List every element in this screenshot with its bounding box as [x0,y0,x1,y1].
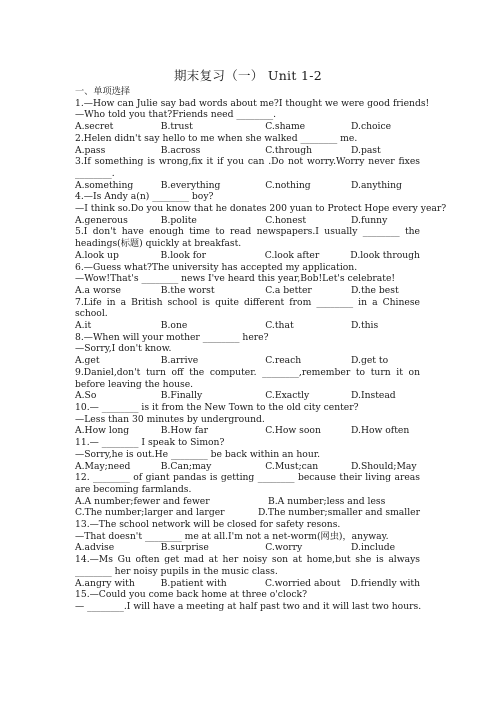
option-c[interactable]: C.worried about [264,577,341,589]
option-b[interactable]: B.one [160,320,188,332]
question-stem: 3.If something is wrong,fix it if you can .Do not worry.Worry never fixes ________. [75,156,420,179]
option-a[interactable]: A.secret [75,121,114,133]
question-item [75,519,420,554]
option-a[interactable]: A.get [75,355,100,367]
option-b[interactable]: B.across [160,144,201,156]
option-c[interactable]: C.shame [265,121,306,133]
option-b[interactable]: B.the worst [160,284,215,296]
question-stem: 7.Life in a British school is quite different from ________ in a Chinese school. [75,296,420,320]
option-a[interactable]: A.advise [75,542,115,554]
question-dialogue-line: —Sorry,I don't know. [75,343,172,355]
option-c[interactable]: C.that [265,320,294,332]
option-c[interactable]: C.look after [264,249,320,261]
question-dialogue-line: —Less than 30 minutes by underground. [75,413,265,425]
option-d[interactable]: D.the best [350,284,399,296]
option-a[interactable]: A.So [75,390,97,402]
option-d[interactable]: D.Instead [350,390,396,402]
option-b[interactable]: B.trust [160,121,193,133]
question-item [75,97,430,133]
option-d[interactable]: D.Should;May [350,460,417,472]
option-a[interactable]: A.something [75,179,134,191]
question-stem: 15.—Could you come back home at three o'clock? [75,589,308,601]
option-a[interactable]: A.generous [75,214,128,226]
option-b[interactable]: B.arrive [160,355,199,367]
question-stem: 4.—Is Andy a(n) ________ boy? [75,191,214,203]
question-item [75,402,420,437]
question-item [75,472,420,519]
question-item [75,133,420,156]
question-item [75,332,420,367]
question-stem: 12. ________ of giant pandas is getting ________ because their living areas are becoming farmlands. [75,472,420,495]
options-row [75,355,420,367]
options-row [75,121,420,133]
option-d[interactable]: D.anything [350,179,402,191]
option-d[interactable]: D.include [350,542,396,554]
options-row [75,180,420,192]
question-list [75,86,447,613]
option-a[interactable]: A.How long [75,425,130,437]
option-d[interactable]: D.The number;smaller and smaller [257,507,420,519]
option-b[interactable]: B.everything [160,179,221,191]
option-b[interactable]: B.patient with [160,577,227,589]
question-stem: 5.I don't have enough time to read newspapers.I usually ________ the headings(标题) quickly at breakfast. [75,226,420,250]
question-item [75,437,420,472]
section-heading: 一、单项选择 [75,86,131,97]
question-dialogue-line: —Sorry,he is out.He ________ be back within an hour. [75,448,321,460]
options-row [75,215,420,227]
question-item [75,226,420,261]
question-stem: 6.—Guess what?The university has accepted my application. [75,261,358,273]
option-a[interactable]: A.a worse [75,284,121,296]
option-c[interactable]: C.through [265,144,313,156]
option-b[interactable]: B.Can;may [160,460,212,472]
option-c[interactable]: C.The number;larger and larger [75,507,225,519]
option-d[interactable]: D.look through [350,249,420,261]
option-c[interactable]: C.Must;can [265,460,319,472]
option-d[interactable]: D.funny [350,214,388,226]
option-b[interactable]: B.surprise [160,542,209,554]
question-dialogue-line: —Who told you that?Friends need ________. [75,109,277,121]
question-item [75,589,420,612]
question-dialogue-line: —I think so.Do you know that he donates 200 yuan to Protect Hope every year? [75,203,447,215]
question-dialogue-line: —Wow!That's ________ news I've heard this year,Bob!Let's celebrate! [75,273,396,285]
question-stem: 10.— ________ is it from the New Town to the old city center? [75,401,359,413]
option-b[interactable]: B.polite [160,214,197,226]
option-d[interactable]: D.get to [350,355,389,367]
options-row [75,507,420,519]
option-c[interactable]: C.Exactly [265,390,310,402]
option-a[interactable]: A.look up [75,249,119,261]
option-d[interactable]: D.How often [350,425,410,437]
option-d[interactable]: D.this [350,320,379,332]
option-d[interactable]: D.past [350,144,381,156]
question-stem: 8.—When will your mother ________ here? [75,331,269,343]
question-item [75,297,420,332]
question-stem: 11.— ________ I speak to Simon? [75,437,225,449]
option-d[interactable]: D.friendly with [350,577,421,589]
option-c[interactable]: C.honest [265,214,307,226]
option-a[interactable]: A.it [75,320,92,332]
option-c[interactable]: C.worry [265,542,303,554]
options-row [75,496,420,508]
option-b[interactable]: B.look for [160,249,207,261]
option-a[interactable]: A.pass [75,144,106,156]
option-c[interactable]: C.a better [265,284,312,296]
question-item [75,156,420,191]
options-row [75,542,420,554]
option-d[interactable]: D.choice [350,121,392,133]
question-item [75,191,447,226]
options-row [75,145,420,157]
options-row [75,390,420,402]
options-row [75,425,420,437]
options-row [75,250,420,262]
options-row [75,285,420,297]
option-c[interactable]: C.nothing [265,179,311,191]
option-b[interactable]: B.Finally [160,390,203,402]
option-a[interactable]: A.angry with [75,577,135,589]
question-dialogue-line: —That doesn't ________ me at all.I'm not a net-worm(网虫)，anyway. [75,530,389,542]
options-row [75,320,420,332]
question-item [75,367,420,402]
options-row [75,461,420,473]
question-item [75,262,420,297]
options-row [75,578,420,590]
question-item [75,554,420,589]
question-stem: 2.Helen didn't say hello to me when she walked ________ me. [75,132,358,144]
option-a[interactable]: A.May;need [75,460,131,472]
option-b[interactable]: B.How far [160,425,209,437]
option-a[interactable]: A.A number;fewer and fewer [75,495,210,507]
question-stem: 1.—How can Julie say bad words about me?I thought we were good friends! [75,97,430,109]
question-dialogue-line: — ________.I will have a meeting at half past two and it will last two hours. [75,600,422,612]
option-b[interactable]: B.A number;less and less [268,495,386,507]
question-stem: 13.—The school network will be closed for safety resons. [75,519,341,531]
option-c[interactable]: C.reach [265,355,302,367]
page-title: 期末复习（一） Unit 1-2 [174,68,322,83]
question-stem: 14.—Ms Gu often get mad at her noisy son at home,but she is always ________ her noisy pupils in the music class. [75,554,420,577]
option-c[interactable]: C.How soon [265,425,321,437]
question-stem: 9.Daniel,don't turn off the computer. ________,remember to turn it on before leaving the house. [75,366,420,390]
